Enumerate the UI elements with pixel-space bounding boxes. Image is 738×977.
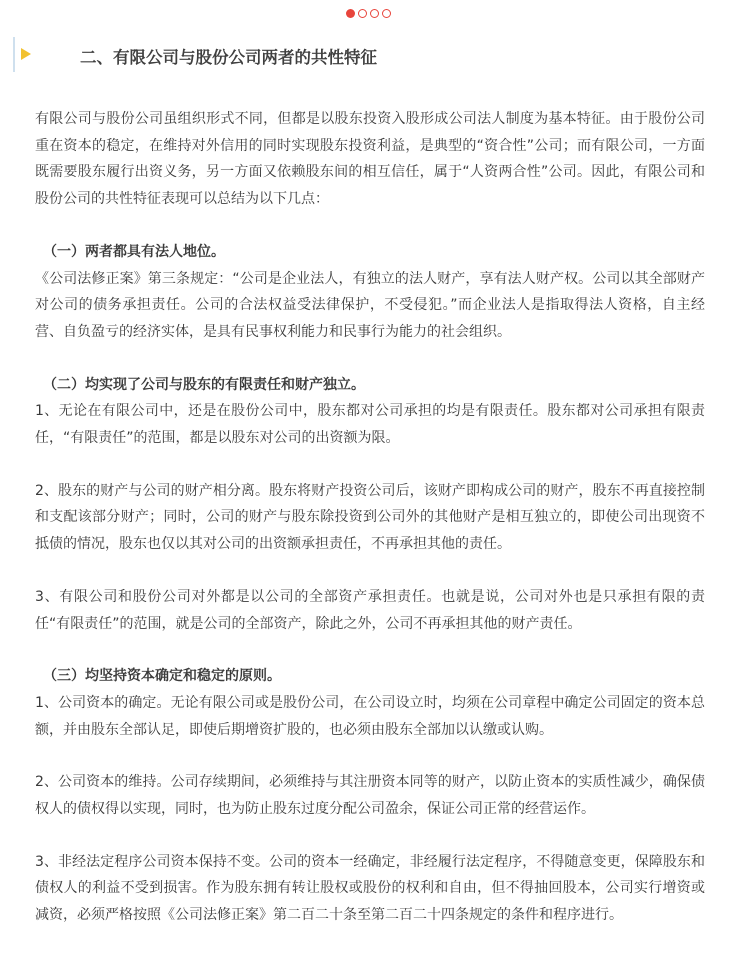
title-accent-bar <box>13 37 15 72</box>
section-heading: （三）均坚持资本确定和稳定的原则。 <box>43 668 281 685</box>
paragraph: 《公司法修正案》第三条规定：“公司是企业法人，有独立的法人财产，享有法人财产权。公司以其全部财产对公司的债务承担责任。公司的合法权益受法律保护，不受侵犯。”而企业法人是指取得法人资格，自主经营、自负盈亏的经济实体，是具有民事权利能力和民事行为能力的社会组织。 <box>35 270 705 340</box>
triangle-arrow-icon <box>21 48 31 60</box>
page-dot[interactable] <box>382 9 391 18</box>
paragraph: 2、公司资本的维持。公司存续期间，必须维持与其注册资本同等的财产，以防止资本的实质性减少，确保债权人的债权得以实现，同时，也为防止股东过度分配公司盈余，保证公司正常的经营运作。 <box>35 774 705 818</box>
paragraph: 1、公司资本的确定。无论有限公司或是股份公司，在公司设立时，均须在公司章程中确定公司固定的资本总额，并由股东全部认足，即使后期增资扩股的，也必须由股东全部加以认缴或认购。 <box>35 694 705 738</box>
section-heading: （一）两者都具有法人地位。 <box>43 243 225 260</box>
paragraph: 2、股东的财产与公司的财产相分离。股东将财产投资公司后，该财产即构成公司的财产，股东不再直接控制和支配该部分财产；同时，公司的财产与股东除投资到公司外的其他财产是相互独立的，即使公司出现资不抵债的情况，股东也仅以其对公司的出资额承担责任，不再承担其他的责任。 <box>35 482 705 553</box>
intro-paragraph: 有限公司与股份公司虽组织形式不同，但都是以股东投资入股形成公司法人制度为基本特征。由于股份公司重在资本的稳定，在维持对外信用的同时实现股东投资利益，是典型的“资合性”公司；而有限公司，一方面既需要股东履行出资义务，另一方面又依赖股东间的相互信任，属于“人资两合性”公司。因此，有限公司和股份公司的共性特征表现可以总结为以下几点： <box>35 111 705 208</box>
paragraph: 1、无论在有限公司中，还是在股份公司中，股东都对公司承担的均是有限责任。股东都对公司承担有限责任，“有限责任”的范围，都是以股东对公司的出资额为限。 <box>35 403 705 447</box>
section-heading: （二）均实现了公司与股东的有限责任和财产独立。 <box>43 376 365 393</box>
paragraph: 3、非经法定程序公司资本保持不变。公司的资本一经确定，非经履行法定程序，不得随意变更，保障股东和债权人的利益不受到损害。作为股东拥有转让股权或股份的权利和自由，但不得抽回股本，公司实行增资或减资，必须严格按照《公司法修正案》第二百二十条至第二百二十四条规定的条件和程序进行。 <box>35 853 705 924</box>
paragraph: 3、有限公司和股份公司对外都是以公司的全部资产承担责任。也就是说，公司对外也是只承担有限的责任“有限责任”的范围，就是公司的全部资产，除此之外，公司不再承担其他的财产责任。 <box>35 588 705 632</box>
article-body <box>35 106 705 929</box>
section-title: 二、有限公司与股份公司两者的共性特征 <box>80 48 377 67</box>
page-dot[interactable] <box>358 9 367 18</box>
page-dot-active[interactable] <box>346 9 355 18</box>
page-dot[interactable] <box>370 9 379 18</box>
section-title-block <box>13 37 713 72</box>
carousel-indicator <box>346 9 391 18</box>
